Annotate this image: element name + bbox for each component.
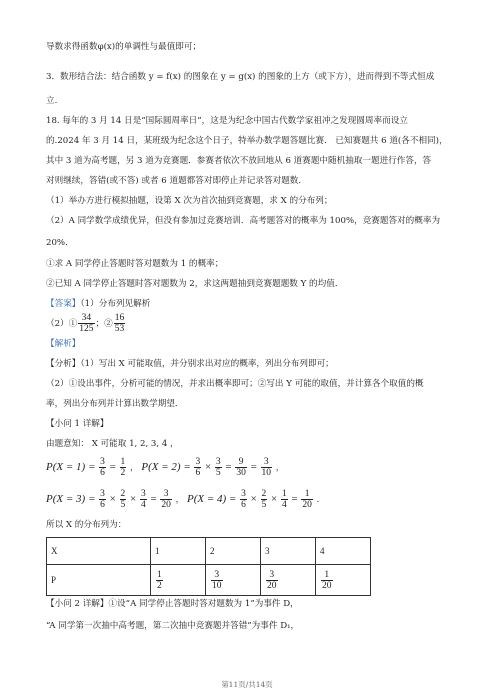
question-part-2-1: ①求 A 同学停止答题时答对题数为 1 的概率； <box>46 259 224 269</box>
text-line: 3．数形结合法：结合函数 y = f(x) 的图象在 y = g(x) 的图象的上方（或下方），进而得到不等式恒成 <box>46 72 435 82</box>
formula-line-2: P(X = 3) = $\frac{3}{6}$ × $\frac{2}{5}$ × $\frac{3}{4}$ = $\frac{3}{20}$ ， P(X = 4) = $\frac{3}{6}$ × $\frac{2}{5}$ × $\frac{1}{4}$ = $\frac{1}{20}$ . <box>46 489 320 510</box>
question-part-1: （1）举办方进行模拟抽题，设第 X 次为首次抽到竞赛题，求 X 的分布列； <box>46 196 333 206</box>
text-line: 立. <box>46 96 58 106</box>
question-18-line: 18. 每年的 3 月 14 日是“国际圆周率日”，这是为纪念中国古代数学家祖冲之发现圆周率而设立 <box>46 116 408 126</box>
answer-part-2 <box>46 313 126 335</box>
answer-fraction-1: $\frac{34}{125}$ <box>79 313 94 334</box>
table-row <box>47 538 371 565</box>
question-part-2-2: ②已知 A 同学停止答题时答对题数为 2，求这两题抽到竞赛题题数 Y 的均值． <box>46 279 344 289</box>
answer-fraction-2: $\frac{16}{53}$ <box>114 313 125 334</box>
table-cell: $\frac{1}{20}$ <box>316 565 371 596</box>
text-line: 导数求得函数φ(x)的单调性与最值即可； <box>46 42 202 52</box>
subquestion-2-line: 【小问 2 详解】①设“A 同学停止答题时答对题数为 1”为事件 D， <box>46 599 299 609</box>
table-cell: 1 <box>151 538 206 565</box>
question-18-line: 的.2024 年 3 月 14 日，某班级为纪念这个日子，特举办数学题答题比赛． 已知赛题共 6 道(各不相同)， <box>46 136 448 146</box>
table-cell: $\frac{3}{20}$ <box>261 565 316 596</box>
question-part-2: （2）A 同学数学成绩优异，但没有参加过竞赛培训．高考题答对的概率为 100%，竞赛题答对的概率为 <box>46 216 441 226</box>
analysis-heading: 【解析】 <box>46 339 81 349</box>
table-row <box>47 565 371 596</box>
formula-line-1: P(X = 1) = $\frac{3}{6}$ = $\frac{1}{2}$ ， P(X = 2) = $\frac{3}{6}$ × $\frac{3}{5}$ = $\frac{9}{30}$ = $\frac{3}{10}$ ， <box>46 457 285 478</box>
table-cell: 3 <box>261 538 316 565</box>
distribution-table <box>46 537 371 596</box>
answer-part-1: （1）分布列见解析 <box>80 299 151 309</box>
table-cell: $\frac{3}{10}$ <box>206 565 261 596</box>
answer-heading <box>46 298 150 310</box>
solution-line: 由题意知： X 可能取 1, 2, 3, 4 ， <box>46 439 179 449</box>
answer-prefix: （2）① <box>46 319 78 329</box>
table-cell: 4 <box>316 538 371 565</box>
question-18-line: 其中 3 道为高考题，另 3 道为竞赛题．参赛者依次不放回地从 6 道赛题中随机抽取一题进行作答，答 <box>46 156 432 166</box>
question-18-line: 对则继续，答错(或不答) 或者 6 道题都答对即停止并记录答对题数． <box>46 176 307 186</box>
analysis-line: 率，列出分布列并计算出数学期望． <box>46 399 184 409</box>
table-header-x: X <box>47 538 151 565</box>
table-cell: 2 <box>206 538 261 565</box>
solution-line: 所以 X 的分布列为： <box>46 520 127 530</box>
table-cell: $\frac{1}{2}$ <box>151 565 206 596</box>
subquestion-2-line: “A 同学第一次抽中高考题，第二次抽中竞赛题并答错”为事件 D₁， <box>46 621 300 631</box>
answer-tag: 【答案】 <box>46 299 81 309</box>
table-header-p: P <box>47 565 151 596</box>
analysis-line: 【分析】（1）写出 X 可能取值，并分别求出对应的概率，列出分布列即可； <box>46 359 334 369</box>
analysis-line: （2）①设出事件，分析可能的情况，并求出概率即可；②写出 Y 可能的取值，并计算各个取值的概 <box>46 379 424 389</box>
page-footer: 第11页/共14页 <box>221 680 273 689</box>
subquestion-1-heading: 【小问 1 详解】 <box>46 419 109 429</box>
answer-sep: ；② <box>95 319 113 329</box>
question-part-2: 20%． <box>46 238 74 248</box>
